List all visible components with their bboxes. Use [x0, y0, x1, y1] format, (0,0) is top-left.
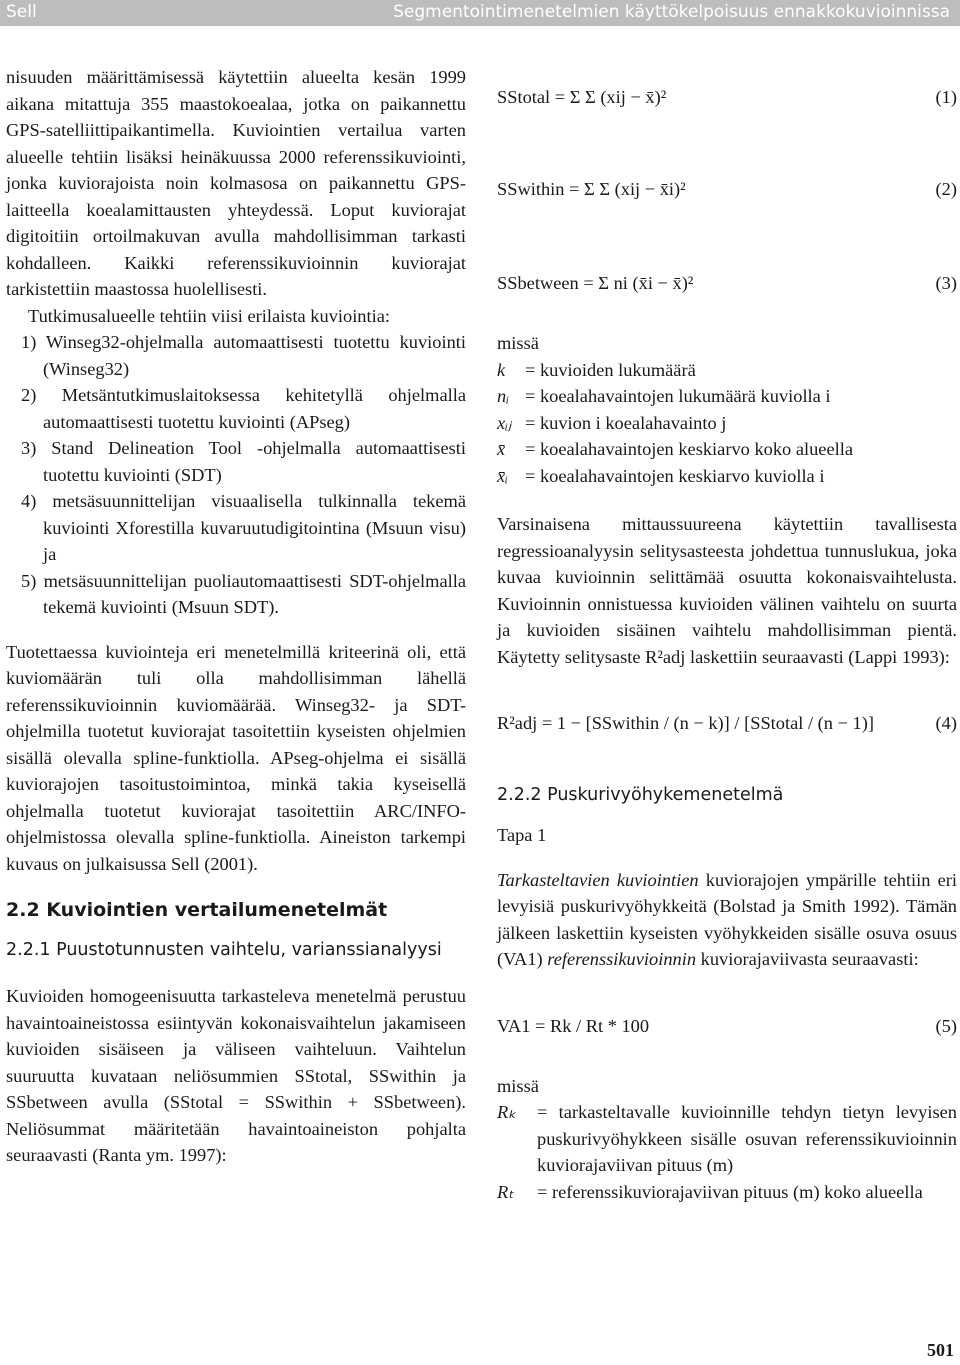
header-title: Segmentointimenetelmien käyttökelpoisuus ennakkokuvioinnissa: [393, 2, 950, 22]
method-label: Tapa 1: [497, 825, 547, 845]
equation-4: [497, 670, 957, 780]
equation-number: (4): [935, 713, 957, 733]
equation-body: SSwithin = Σ Σ (xij − x̄i)²: [497, 179, 686, 199]
list-item: 4) metsäsuunnittelijan visuaalisella tulkinnalla tekemä kuviointi Xforestilla kuvaruutudigitointina (Msuun visu) ja: [21, 491, 466, 564]
equation-5: [497, 973, 957, 1073]
list-item: 2) Metsäntutkimuslaitoksessa kehitetyllä ohjelmalla automaattisesti tuotettu kuviointi (APseg): [21, 385, 466, 432]
definition-row: [497, 357, 957, 384]
where-label: missä: [497, 333, 539, 353]
definition: = koealahavaintojen keskiarvo kuviolla i: [525, 465, 825, 486]
definition: = referenssikuviorajaviivan pituus (m) koko alueella: [537, 1181, 923, 1202]
definition-row: [497, 383, 957, 410]
definition: = kuvion i koealahavainto j: [525, 412, 727, 433]
symbol: Rₜ: [497, 1181, 514, 1202]
list-item: 3) Stand Delineation Tool -ohjelmalla automaattisesti tuotettu kuviointi (SDT): [21, 438, 466, 485]
paragraph-span: Tarkasteltavien kuviointien: [497, 869, 699, 890]
page-number: 501: [927, 1340, 954, 1360]
paragraph-span: kuviorajojen ympärille tehtiin eri levyisiä puskurivyöhykkeitä (Bolstad ja Smith 1992). Tämän jälkeen laskettiin kyseisten vyöhykkeiden sisälle osuva osuus (VA1): [497, 869, 958, 969]
equation-1: [497, 64, 957, 146]
symbol: nᵢ: [497, 386, 510, 406]
equation-2: [497, 146, 957, 238]
paragraph: [497, 867, 957, 973]
definition-row: [497, 463, 957, 490]
symbol: x̄ᵢ: [497, 465, 509, 486]
left-column: [6, 64, 466, 1169]
symbol: Rₖ: [497, 1102, 517, 1122]
list-item: 5) metsäsuunnittelijan puoliautomaattisesti SDT-ohjelmalla tekemä kuviointi (Msuun SDT).: [21, 570, 466, 617]
where-label: missä: [497, 1075, 539, 1096]
symbol: xᵢⱼ: [497, 412, 512, 433]
paragraph: nisuuden määrittämisessä käytettiin alueelta kesän 1999 aikana mitattuja 355 maastokoealaa, jotka on paikannettu GPS-satelliittipaikantimella. Kuviointien vertailua varten alueelle tehtiin lisäksi heinäkuussa 2000 referenssikuviointi, jonka kuviorajoista noin kolmasosa on paikannettu GPS-laitteella koealamittausten yhteydessä. Loput kuviorajat digitoitiin ortoilmakuvan avulla mahdollisimman tarkasti kohdalleen. Kaikki referenssikuvioinnin kuviorajat tarkistettiin maastossa huolellisesti.: [6, 67, 466, 299]
list-item: 1) Winseg32-ohjelmalla automaattisesti tuotettu kuviointi (Winseg32): [21, 332, 466, 379]
definition: = tarkasteltavalle kuvioinnille tehdyn tietyn levyisen puskurivyöhykkeen sisälle osuvan referenssikuvioinnin kuviorajaviivan pituus (m): [537, 1102, 957, 1175]
equation-body: VA1 = Rk / Rt * 100: [497, 1015, 650, 1036]
symbol: x̄: [497, 439, 506, 459]
right-column: [497, 64, 957, 1205]
definition-row: [497, 1179, 957, 1206]
definition-row: [497, 436, 957, 463]
paragraph-span: referenssikuvioinnin: [547, 949, 697, 969]
equation-body: R²adj = 1 − [SSwithin / (n − k)] / [SStotal / (n − 1)]: [497, 713, 874, 733]
definition: = koealahavaintojen keskiarvo koko alueella: [525, 439, 853, 459]
subsection-heading: 2.2.1 Puustotunnusten vaihtelu, varianssianalyysi: [6, 940, 442, 960]
header-author: Sell: [6, 2, 37, 22]
definition-row: [497, 1099, 957, 1179]
paragraph: Tutkimusalueelle tehtiin viisi erilaista kuviointia:: [28, 305, 390, 326]
equation-number: (2): [935, 179, 957, 199]
paragraph: Varsinaisena mittaussuureena käytettiin tavallisesta regressioanalyysin selitysasteesta johdettua tunnuslukua, joka kuvaa kuvioinnin selittämää osuutta kokonaisvaihtelusta. Kuvioinnin onnistuessa kuvioiden välinen vaihtelu on suurta ja kuvioiden sisäinen vaihtelu mahdollisimman pientä. Käytetty selitysaste R²adj laskettiin seuraavasti (Lappi 1993):: [497, 514, 957, 667]
paragraph-span: kuviorajaviivasta seuraavasti:: [696, 949, 919, 969]
definition: = kuvioiden lukumäärä: [525, 359, 696, 380]
equation-number: (5): [935, 1015, 957, 1036]
symbol: k: [497, 359, 506, 380]
paragraph: Tuotettaessa kuviointeja eri menetelmillä kriteerinä oli, että kuviomäärän tuli olla mahdollisimman lähellä referenssikuvioinnin kuviomäärää. Winseg32- ja SDT-ohjelmilla tuotetut kuviorajat tasoitettiin kyseisten ohjelmien sisällä olevalla spline-funktiolla. APseg-ohjelma ei sisällä kuviorajojen tasoitustoimintoa, minkä takia kyseisellä ohjelmalla tuotetut kuviorajat tasoitettiin ARC/INFO-ohjelmistossa olevalla spline-funktiolla. Aineiston tarkempi kuvaus on julkaisussa Sell (2001).: [6, 641, 466, 874]
equation-3: [497, 238, 957, 330]
definition-row: [497, 410, 957, 437]
subsection-heading: 2.2.2 Puskurivyöhykemenetelmä: [497, 785, 784, 805]
equation-number: (3): [935, 273, 957, 293]
equation-body: SStotal = Σ Σ (xij − x̄)²: [497, 87, 667, 107]
definition: = koealahavaintojen lukumäärä kuviolla i: [525, 386, 831, 406]
paragraph: Kuvioiden homogeenisuutta tarkasteleva menetelmä perustuu havaintoaineistossa esiintyvän kokonaisvaihtelun jakamiseen kuvioiden sisäiseen ja väliseen vaihteluun. Vaihtelun suuruutta kuvataan neliösummien SStotal, SSwithin ja SSbetween avulla (SStotal = SSwithin + SSbetween). Neliösummat määritetään havaintoaineiston pohjalta seuraavasti (Ranta ym. 1997):: [6, 986, 466, 1165]
equation-body: SSbetween = Σ ni (x̄i − x̄)²: [497, 273, 694, 293]
running-header: [0, 0, 960, 26]
section-heading: 2.2 Kuviointien vertailumenetelmät: [6, 899, 388, 921]
equation-number: (1): [935, 87, 957, 107]
